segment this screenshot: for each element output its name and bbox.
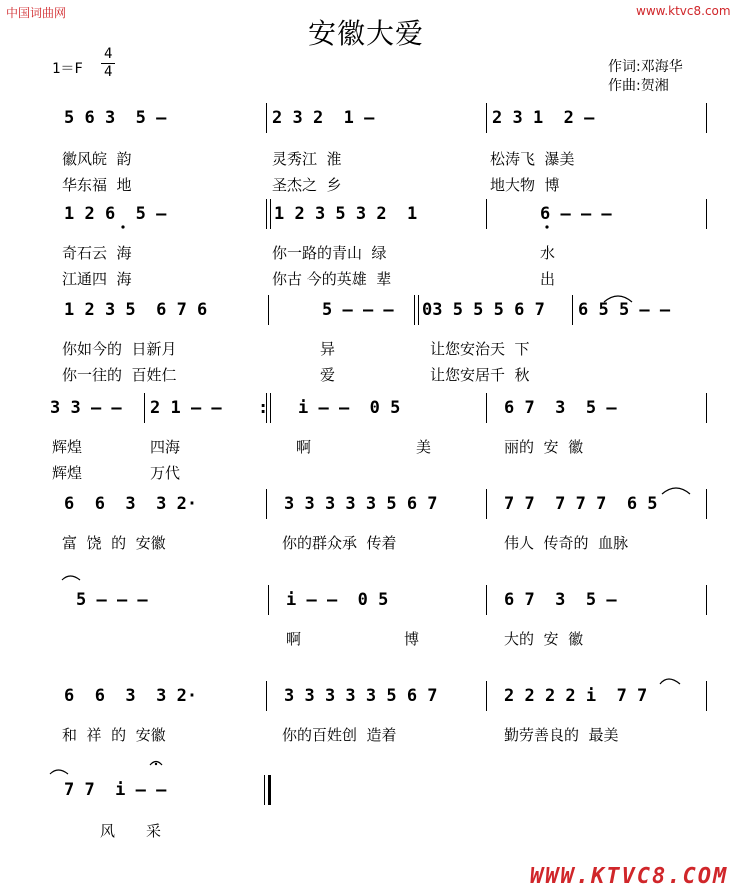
lyric-r4-c: 啊 <box>296 438 312 456</box>
notes-r4-m3: i – – 0 5 <box>298 398 401 418</box>
lyric-r1-v2-b: 圣杰之 乡 <box>272 176 342 194</box>
lyric-r6-c: 大的 安 徽 <box>504 630 584 648</box>
site-url-right[interactable]: www.ktvc8.com <box>636 4 731 18</box>
lyric-r2-v2-b: 你古 今的英雄 辈 <box>272 270 392 288</box>
slur-mark <box>50 770 68 774</box>
notes-r4-m1: 3 3 – – <box>50 398 122 418</box>
notes-r6-m2: i – – 0 5 <box>286 590 389 610</box>
lyric-r1-v1-b: 灵秀江 淮 <box>272 150 342 168</box>
lyric-r1-v2-a: 华东福 地 <box>62 176 132 194</box>
notes-r4-m2: 2 1 – – <box>150 398 222 418</box>
key-signature: 1＝F <box>52 61 83 77</box>
time-signature-bottom: 4 <box>104 64 113 80</box>
song-title: 安徽大爱 <box>308 17 425 50</box>
lyric-r7-a: 和 祥 的 安徽 <box>62 726 166 744</box>
lyric-r2-v1-b: 你一路的青山 绿 <box>272 244 387 262</box>
notes-r7-m2: 3 3 3 3 3 5 6 7 <box>284 686 438 706</box>
lyric-r8-a: 风 <box>100 822 116 840</box>
lyric-r5-c: 伟人 传奇的 血脉 <box>504 534 629 552</box>
notes-r1-m3: 2 3 1 2 – <box>492 108 595 128</box>
notes-r7-m3: 2 2 2 2 i 7 7 <box>504 686 648 706</box>
lyric-r5-a: 富 饶 的 安徽 <box>62 534 166 552</box>
notes-r5-m3: 7 7 7 7 7 6 5 <box>504 494 658 514</box>
notes-r3-m1: 1 2 3 5 6 7 6 <box>64 300 208 320</box>
lyric-r7-b: 你的百姓创 造着 <box>282 726 397 744</box>
notes-r2-m3: 6 – – – <box>540 204 612 224</box>
notes-r1-m2: 2 3 2 1 – <box>272 108 375 128</box>
octave-dot <box>121 225 124 228</box>
lyric-r3-v2-c: 让您安居千 秋 <box>430 366 530 384</box>
slur-mark <box>660 679 680 684</box>
lyric-r1-v1-c: 松涛飞 瀑美 <box>490 150 575 168</box>
notes-r2-m1: 1 2 6 5 – <box>64 204 167 224</box>
slur-mark <box>604 296 632 302</box>
lyric-r4-e: 丽的 安 徽 <box>504 438 584 456</box>
lyric-r2-v1-a: 奇石云 海 <box>62 244 132 262</box>
notes-r5-m1: 6 6 3 3 2· <box>64 494 198 514</box>
repeat-dots: : <box>258 398 269 418</box>
notes-r3-m4: 6 5 5 – – <box>578 300 671 320</box>
lyricist-credit: 作词:邓海华 <box>608 59 683 75</box>
lyric-r2-v2-a: 江通四 海 <box>62 270 132 288</box>
watermark: WWW.KTVC8.COM <box>530 864 729 889</box>
lyric-r2-v2-c: 出 <box>540 270 556 288</box>
notes-r5-m2: 3 3 3 3 3 5 6 7 <box>284 494 438 514</box>
lyric-r8-b: 采 <box>146 822 162 840</box>
composer-credit: 作曲:贺湘 <box>608 78 669 94</box>
lyric-r6-b: 博 <box>404 630 420 648</box>
lyric-r3-v1-b: 异 <box>320 340 336 358</box>
lyric-r3-v2-a: 你一往的 百姓仁 <box>62 366 177 384</box>
fermata-dot <box>155 763 157 765</box>
lyric-r5-b: 你的群众承 传着 <box>282 534 397 552</box>
lyric-r4-b: 四海 <box>150 438 181 456</box>
notes-r6-m3: 6 7 3 5 – <box>504 590 617 610</box>
lyric-r3-v2-b: 爱 <box>320 366 336 384</box>
notes-r3-m3: 03 5 5 5 6 7 <box>422 300 545 320</box>
notes-r6-m1: 5 – – – <box>76 590 148 610</box>
notes-r8-m1: 7 7 i – – <box>64 780 167 800</box>
lyric-r4-a: 辉煌 <box>52 438 83 456</box>
notes-r1-m1: 5 6 3 5 – <box>64 108 167 128</box>
lyric-r1-v2-c: 地大物 博 <box>490 176 560 194</box>
site-name-left: 中国词曲网 <box>6 6 67 20</box>
notes-r3-m2: 5 – – – <box>322 300 394 320</box>
lyric-r7-c: 勤劳善良的 最美 <box>504 726 619 744</box>
lyric-r6-a: 啊 <box>286 630 302 648</box>
lyric-r4-g: 万代 <box>150 464 181 482</box>
slur-mark <box>62 576 80 580</box>
lyric-r3-v1-a: 你如今的 日新月 <box>62 340 177 358</box>
lyric-r4-d: 美 <box>416 438 432 456</box>
notes-r2-m2: 1 2 3 5 3 2 1 <box>274 204 418 224</box>
lyric-r4-f: 辉煌 <box>52 464 83 482</box>
slur-mark <box>662 488 690 494</box>
lyric-r1-v1-a: 徽风皖 韵 <box>62 150 132 168</box>
lyric-r2-v1-c: 水 <box>540 244 556 262</box>
lyric-r3-v1-c: 让您安治天 下 <box>430 340 530 358</box>
notes-r7-m1: 6 6 3 3 2· <box>64 686 198 706</box>
notes-r4-m4: 6 7 3 5 – <box>504 398 617 418</box>
time-signature-top: 4 <box>104 46 113 62</box>
octave-dot <box>545 225 548 228</box>
